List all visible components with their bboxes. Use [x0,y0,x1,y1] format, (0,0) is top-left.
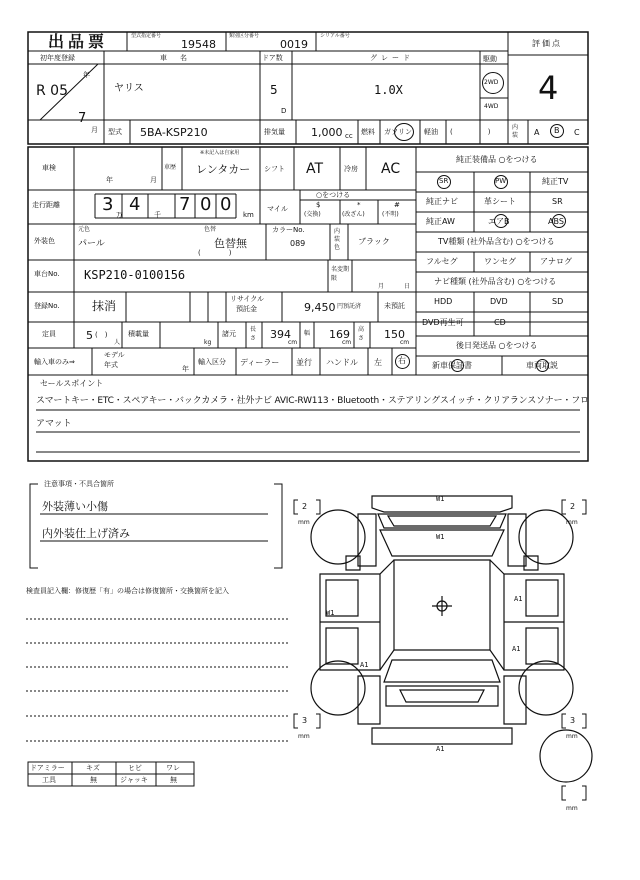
equip-item-pw: PW [495,177,507,185]
capacity-value: 5 [86,329,93,342]
car-name-label: 車 名 [160,54,190,62]
width-unit: cm [342,339,352,346]
model-year-label-1: モデル [104,351,125,359]
tv-one: ワンセグ [484,257,516,266]
equip-item-aw: 純正AW [426,217,455,226]
mile-label: マイル [267,205,288,213]
name-change-label: 名変期限 [331,266,350,282]
nav-dvd-play: DVD再生可 [422,318,464,327]
doors-sub: D [281,107,287,115]
tire-spare-unit: mm [566,805,578,812]
tv-title: TV種類 (社外品含む) ○をつける [438,237,555,246]
tire-rear-left: 3 [302,716,308,725]
month-unit: 月 [91,126,98,134]
ac-label: 冷房 [344,165,358,173]
first-reg-label: 初年度登録 [40,54,75,62]
mark-windshield: W1 [436,533,445,541]
height-value: 150 [384,328,405,341]
sales-line-2: アマット [36,419,72,429]
equipment-title: 純正装備品 ○をつける [456,155,538,164]
displacement-unit: cc [345,132,353,140]
fuel-value: ガソリン [384,128,412,136]
import-label: 輸入車のみ⇒ [34,358,75,366]
post-manual: 車両取説 [526,361,558,370]
legend-jack: ジャッキ [120,776,148,784]
tire-rear-right: 3 [570,716,576,725]
load-unit: kg [204,339,212,346]
capacity-paren: ( ) [95,331,108,339]
drive-label: 駆動 [483,55,497,63]
fuel-paren: ( ) [450,128,491,136]
mileage-digit-3: 7 [179,194,191,215]
score-label: 評価点 [532,39,562,48]
doors-label: ドア数 [262,54,283,62]
nav-sd: SD [552,297,564,306]
inspection-month-unit: 月 [150,176,157,184]
length-unit: cm [288,339,298,346]
mileage-digit-2: 4 [129,194,141,215]
mark-front-bumper: W1 [436,495,445,503]
equip-item-sunroof: SR [552,197,563,206]
tv-full: フルセグ [426,257,458,266]
length-value: 394 [270,328,291,341]
model-year-label-2: 年式 [104,361,118,369]
recycle-label-2: 預託金 [236,305,257,313]
tamper-label: (改ざん) [342,211,365,218]
swap-symbol: $ [316,201,321,209]
height-label: 高さ [358,326,365,342]
repaint-paren: ( ) [198,249,232,257]
equip-item-sr: SR [439,177,449,185]
mark-right-rear-door: A1 [512,645,521,653]
legend-tool: 工具 [42,776,56,784]
unknown-label: (不明) [382,211,399,218]
unpaid-label: 未預託 [384,302,405,310]
mileage-unit: km [243,211,254,219]
nav-hdd: HDD [434,297,453,306]
model-label: 型式 [108,128,122,136]
interior-color: ブラック [358,237,390,246]
import-cat-label: 輸入区分 [198,358,226,366]
mileage-label: 走行距離 [32,201,60,209]
equip-item-airbag: エアB [488,217,510,226]
post-title: 後日発送品 ○をつける [456,341,538,350]
history-note: ※未記入は自家用 [200,150,240,156]
type-number-label: 型式指定番号 [131,33,162,39]
circle-note: ○をつける [316,191,351,199]
model-year-unit: 年 [182,365,189,373]
grade-label: グレード [370,54,414,62]
color-label: 外装色 [34,237,55,245]
doors-value: 5 [270,83,278,97]
shift-value: AT [306,161,324,177]
post-warranty: 新車保証書 [432,361,472,370]
interior-c: C [574,128,580,137]
grade-value: 1.0X [374,83,403,97]
capacity-label: 定員 [42,330,56,338]
shift-label: シフト [264,165,285,173]
width-value: 169 [329,328,350,341]
reg-label: 登録No. [34,302,60,310]
light-oil-label: 軽油 [424,128,438,136]
mark-left-side: W1 [326,609,335,617]
tire-rl-unit: mm [298,733,310,740]
unknown-symbol: # [394,201,400,209]
first-reg-year: R 05 [36,83,68,99]
year-unit: 年 [83,71,90,79]
width-label: 幅 [304,330,311,337]
history-value: レンタカー [196,163,251,176]
dim-label: 諸元 [222,330,236,338]
tire-front-left: 2 [302,502,308,511]
equip-item-leather: 革シート [484,197,516,206]
ac-value: AC [381,161,401,177]
form-title: 出品票 [48,32,109,51]
name-change-day: 日 [404,283,411,290]
load-label: 積載量 [128,330,149,338]
color-no-label: カラーNo. [272,226,305,234]
repaint-label: 色替 [204,226,217,233]
first-reg-month: 7 [78,111,87,126]
tamper-symbol: * [357,201,361,209]
tire-fl-unit: mm [298,519,310,526]
nav-cd: CD [494,318,506,327]
interior-label: 内装 [512,124,519,139]
original-color-label: 元色 [78,226,91,233]
mark-rear-bumper: A1 [436,745,445,753]
handle-right: 右 [398,356,406,365]
swap-label: (交換) [304,211,321,218]
equip-item-tv: 純正TV [542,177,569,186]
tire-rr-unit: mm [566,733,578,740]
handle-label: ハンドル [326,358,358,367]
displacement-label: 排気量 [264,128,285,136]
sales-line-1: スマートキー・ETC・スペアキー・バックカメラ・社外ナビ AVIC-RW113・Bluetooth・ステアリングスイッチ・クリアランスソナー・フロ [36,396,589,406]
legend-header-crack: ヒビ [128,764,142,772]
height-unit: cm [400,339,410,346]
displacement-value: 1,000 [311,126,343,139]
dealer-label: ディーラー [240,358,280,367]
legend-header-mirror: ドアミラー [30,764,65,772]
chassis-value: KSP210-0100156 [84,268,186,282]
interior-a: A [534,128,540,137]
recycle-unit: 円預託済 [337,303,362,310]
legend-header-scratch: キズ [86,764,100,772]
nav-title: ナビ種類 (社外品含む) ○をつける [434,277,557,286]
legend-header-break: ワレ [166,764,180,772]
recycle-value: 9,450 [304,301,336,314]
mark-left-rear: A1 [360,661,369,669]
class-number: 0019 [280,38,308,51]
score-value: 4 [538,69,559,107]
name-change-month: 月 [378,283,385,290]
sales-label: セールスポイント [40,379,104,388]
interior-b: B [554,126,560,135]
original-color: パール [78,239,105,249]
inspection-label: 車検 [42,164,56,172]
legend-tool-value: 無 [90,776,97,784]
tire-front-right: 2 [570,502,576,511]
interior-color-label: 内装色 [334,228,341,251]
capacity-unit: 人 [114,339,121,346]
drive-2wd: 2WD [484,79,499,86]
mileage-man: 万 [116,211,123,219]
mileage-sen: 千 [154,211,161,219]
car-name: ヤリス [114,83,144,94]
inspection-year-unit: 年 [106,176,113,184]
mark-right-front-door: A1 [514,595,523,603]
serial-label: シリアル番号 [320,33,350,39]
recycle-label-1: リサイクル [230,295,265,303]
notes-label: 注意事項・不具合箇所 [44,480,114,488]
repaint-value: 色替無 [214,237,247,250]
nav-dvd: DVD [490,297,508,306]
mileage-digit-1: 3 [102,194,114,215]
class-number-label: 類別区分番号 [229,33,260,39]
type-number: 19548 [181,38,216,51]
inspector-label: 検査員記入欄：修復歴「有」の場合は修復箇所・交換箇所を記入 [26,587,229,595]
car-diagram [311,496,592,782]
color-no: 089 [290,239,306,248]
legend-jack-value: 無 [170,776,177,784]
drive-4wd: 4WD [484,103,499,110]
mileage-digit-4: 0 [200,194,212,215]
equip-item-navi: 純正ナビ [426,197,458,206]
history-label: 車歴 [164,164,177,171]
equip-item-abs: ABS [548,217,564,226]
tv-analog: アナログ [540,257,572,266]
length-label: 長さ [250,326,257,342]
model-value: 5BA-KSP210 [140,126,208,139]
notes-line-2: 内外装仕上げ済み [42,527,130,540]
parallel-label: 並行 [296,358,312,367]
chassis-label: 車台No. [34,270,60,278]
fuel-label: 燃料 [361,128,375,136]
notes-line-1: 外装薄い小傷 [42,500,108,513]
reg-value: 抹消 [92,299,117,313]
tire-fr-unit: mm [566,519,578,526]
mileage-digit-5: 0 [220,194,232,215]
handle-left: 左 [374,358,382,367]
